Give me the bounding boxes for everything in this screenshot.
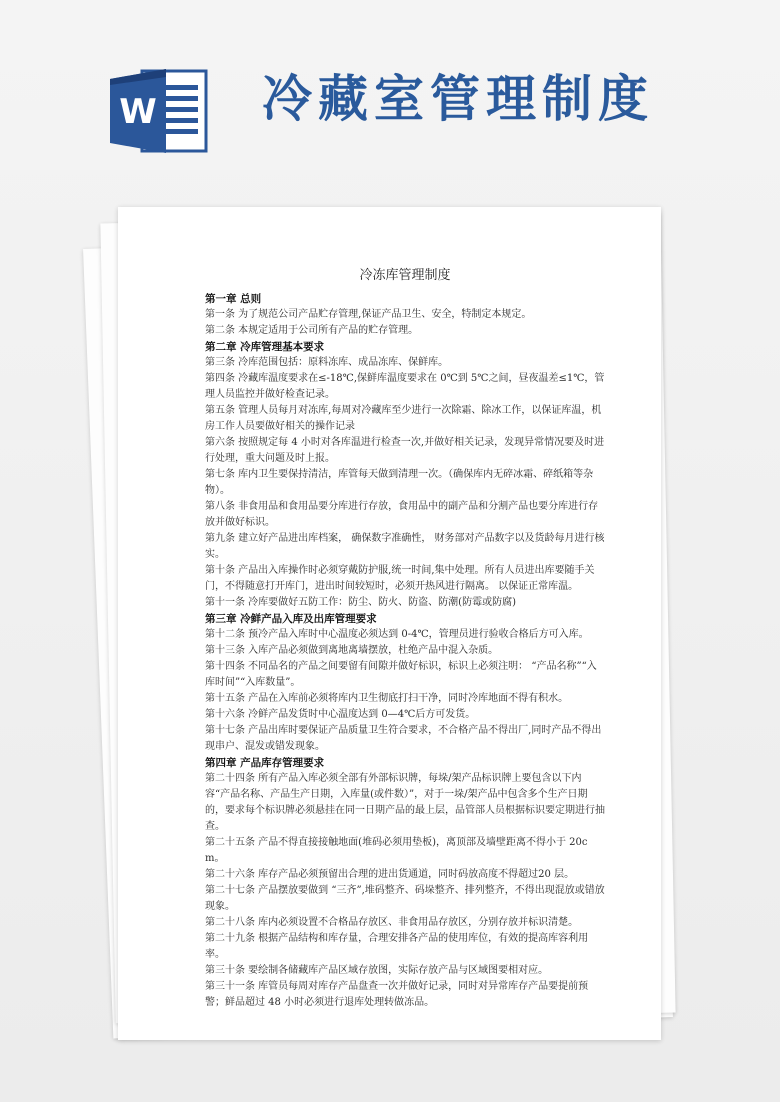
article: 第十四条 不同品名的产品之间要留有间隙并做好标识，标识上必须注明： “产品名称”“入库时间”“入库数量”。 — [205, 661, 597, 688]
article: 第二十九条 根据产品结构和库存量，合理安排各产品的使用库位，有效的提高库容利用率。 — [205, 933, 589, 960]
svg-text:W: W — [119, 92, 157, 132]
article: 第三十条 要绘制各储藏库产品区域存放图，实际存放产品与区域图要相对应。 — [205, 965, 549, 976]
article: 第二条 本规定适用于公司所有产品的贮存管理。 — [205, 325, 419, 336]
article: 第二十八条 库内必须设置不合格品存放区、非食用品存放区，分别存放并标识清楚。 — [205, 917, 579, 928]
chapter-heading: 第三章 冷鲜产品入库及出库管理要求 — [205, 613, 377, 625]
article: 第十五条 产品在入库前必须将库内卫生彻底打扫干净，同时冷库地面不得有积水。 — [205, 693, 569, 704]
article: 第二十四条 所有产品入库必须全部有外部标识牌，每垛/架产品标识牌上要包含以下内容“产品名称、产品生产日期，入库量(或件数）”，对于一垛/架产品中包含多个生产日期的，要求每个标识牌必须悬挂在同一日期产品的最上层，品管部人员根据标识要定期进行抽查。 — [205, 773, 605, 832]
article: 第十二条 预冷产品入库时中心温度必须达到 0-4℃，管理员进行验收合格后方可入库。 — [205, 629, 589, 640]
document-title: 冷冻库管理制度 — [359, 268, 451, 283]
document-page — [118, 207, 661, 1040]
article: 第十条 产品出入库操作时必须穿戴防护服,统一时间,集中处理。所有人员进出库要随手关门，不得随意打开库门，进出时间较短时，必须开热风进行隔离。 以保证正常库温。 — [205, 565, 595, 592]
article: 第五条 管理人员每月对冻库,每周对冷藏库至少进行一次除霜、除冰工作，以保证库温，机房工作人员要做好相关的操作记录 — [205, 405, 602, 432]
article: 第十三条 入库产品必须做到离地离墙摆放，杜绝产品中混入杂质。 — [205, 645, 499, 656]
chapter-heading: 第四章 产品库存管理要求 — [205, 757, 325, 769]
banner-title: 冷藏室管理制度 — [262, 70, 654, 128]
banner — [0, 0, 780, 190]
article: 第一条 为了规范公司产品贮存管理,保证产品卫生、安全，特制定本规定。 — [205, 309, 532, 320]
article: 第八条 非食用品和食用品要分库进行存放，食用品中的副产品和分割产品也要分库进行存放并做好标识。 — [205, 501, 599, 528]
chapter-heading: 第二章 冷库管理基本要求 — [205, 341, 325, 353]
chapter-heading: 第一章 总则 — [205, 293, 262, 305]
article: 第九条 建立好产品进出库档案， 确保数字准确性， 财务部对产品数字以及货龄每月进行核实。 — [205, 533, 605, 560]
article: 第三条 冷库范围包括：原料冻库、成品冻库、保鲜库。 — [205, 357, 449, 368]
article: 第二十六条 库存产品必须预留出合理的进出货通道，同时码放高度不得超过20 层。 — [205, 869, 575, 880]
document-body — [205, 265, 605, 1011]
article: 第三十一条 库管员每周对库存产品盘查一次并做好记录，同时对异常库存产品要提前预警；鲜品超过 48 小时必须进行退库处理转做冻品。 — [205, 981, 589, 1008]
article: 第七条 库内卫生要保持清洁，库管每天做到清理一次。（确保库内无碎冰霜、碎纸箱等杂物）。 — [205, 469, 594, 496]
article: 第二十七条 产品摆放要做到 “三齐”,堆码整齐、码垛整齐、排列整齐，不得出现混放或错放现象。 — [205, 885, 605, 912]
article: 第十七条 产品出库时要保证产品质量卫生符合要求，不合格产品不得出厂,同时产品不得出现串户、混发或错发现象。 — [205, 725, 602, 752]
article: 第二十五条 产品不得直接接触地面(堆码必须用垫板)，离顶部及墙壁距离不得小于 20cm。 — [205, 837, 588, 864]
article: 第十六条 冷鲜产品发货时中心温度达到 0—4℃后方可发货。 — [205, 709, 476, 720]
article: 第四条 冷藏库温度要求在≤-18℃,保鲜库温度要求在 0℃到 5℃之间，昼夜温差≤1℃，管理人员监控并做好检查记录。 — [205, 373, 605, 400]
article: 第六条 按照规定每 4 小时对各库温进行检查一次,并做好相关记录，发现异常情况要及时进行处理，重大问题及时上报。 — [205, 437, 605, 464]
word-icon — [108, 67, 210, 155]
article: 第十一条 冷库要做好五防工作：防尘、防火、防盗、防潮(防霉或防腐) — [205, 597, 516, 608]
